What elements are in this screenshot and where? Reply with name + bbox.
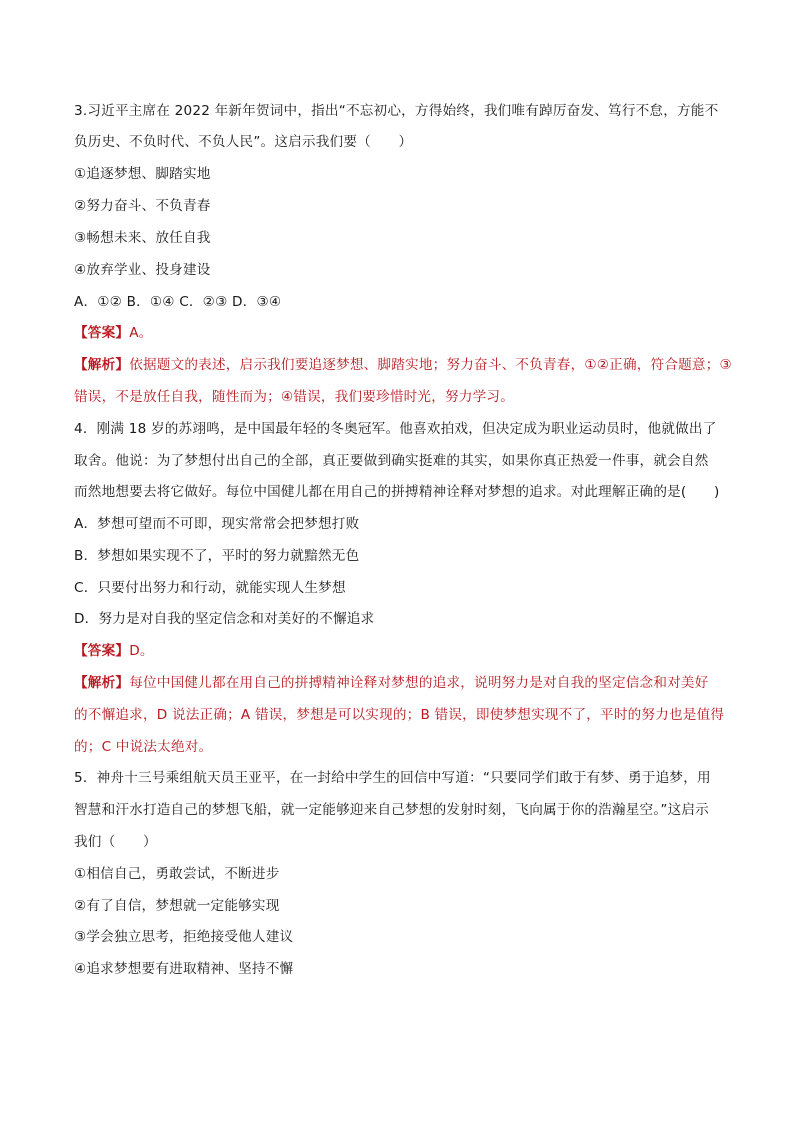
analysis-text: 每位中国健儿都在用自己的拼搏精神诠释对梦想的追求，说明努力是对自我的坚定信念和对美好 <box>129 675 709 691</box>
q3-option-1: ①追逐梦想、脚踏实地 <box>74 166 211 182</box>
q3-option-4: ④放弃学业、投身建设 <box>74 262 211 278</box>
answer-tag: 【答案】 <box>74 325 130 341</box>
q5-stem-line-3: 我们（ ） <box>74 834 157 850</box>
q5-option-3: ③学会独立思考，拒绝接受他人建议 <box>74 929 294 945</box>
q4-analysis-line-2: 的不懈追求，D 说法正确；A 错误，梦想是可以实现的；B 错误，即使梦想实现不了，平时的努力也是值得 <box>74 707 725 723</box>
q4-stem-line-3: 而然地想要去将它做好。每位中国健儿都在用自己的拼搏精神诠释对梦想的追求。对此理解正确的是( ) <box>74 484 720 500</box>
q3-analysis-line-1 <box>74 355 734 375</box>
q4-analysis-line-3: 的；C 中说法太绝对。 <box>74 739 213 755</box>
q3-stem-line-2: 负历史、不负时代、不负人民”。这启示我们要（ ） <box>74 134 413 150</box>
q4-option-c: C．只要付出努力和行动，就能实现人生梦想 <box>74 580 346 596</box>
q5-stem-line-1: 5．神舟十三号乘组航天员王亚平，在一封给中学生的回信中写道：“只要同学们敢于有梦、勇于追梦，用 <box>74 770 711 786</box>
q3-analysis-line-2: 错误，不是放任自我，随性而为；④错误，我们要珍惜时光，努力学习。 <box>74 389 514 405</box>
q3-choices: A．①② B．①④ C．②③ D．③④ <box>74 294 282 310</box>
analysis-text: 依据题文的表述，启示我们要追逐梦想、脚踏实地；努力奋斗、不负青春，①②正确，符合题意；③ <box>129 357 732 373</box>
q5-option-2: ②有了自信，梦想就一定能够实现 <box>74 898 280 914</box>
answer-value: A。 <box>129 325 153 341</box>
q4-stem-line-1: 4．刚满 18 岁的苏翊鸣，是中国最年轻的冬奥冠军。他喜欢拍戏，但决定成为职业运动员时，他就做出了 <box>74 421 717 437</box>
q4-stem-line-2: 取舍。他说：为了梦想付出自己的全部，真正要做到确实挺难的其实，如果你真正热爱一件事，就会自然 <box>74 453 709 469</box>
analysis-tag: 【解析】 <box>74 675 130 691</box>
q3-option-2: ②努力奋斗、不负青春 <box>74 198 211 214</box>
q4-option-a: A．梦想可望而不可即，现实常常会把梦想打败 <box>74 516 360 532</box>
q5-stem-line-2: 智慧和汗水打造自己的梦想飞船，就一定能够迎来自己梦想的发射时刻，飞向属于你的浩瀚星空。”这启示 <box>74 802 709 818</box>
q5-option-1: ①相信自己，勇敢尝试，不断进步 <box>74 866 280 882</box>
q5-option-4: ④追求梦想要有进取精神、坚持不懈 <box>74 961 294 977</box>
q4-analysis-line-1 <box>74 673 734 693</box>
answer-value: D。 <box>129 643 154 659</box>
answer-tag: 【答案】 <box>74 643 130 659</box>
q4-option-d: D．努力是对自我的坚定信念和对美好的不懈追求 <box>74 611 375 627</box>
q3-stem-line-1: 3.习近平主席在 2022 年新年贺词中，指出“不忘初心，方得始终，我们唯有踔厉奋发、笃行不怠，方能不 <box>74 103 719 119</box>
q4-option-b: B．梦想如果实现不了，平时的努力就黯然无色 <box>74 548 360 564</box>
analysis-tag: 【解析】 <box>74 357 130 373</box>
q3-option-3: ③畅想未来、放任自我 <box>74 230 211 246</box>
q3-answer <box>74 323 734 343</box>
q4-answer <box>74 641 734 661</box>
